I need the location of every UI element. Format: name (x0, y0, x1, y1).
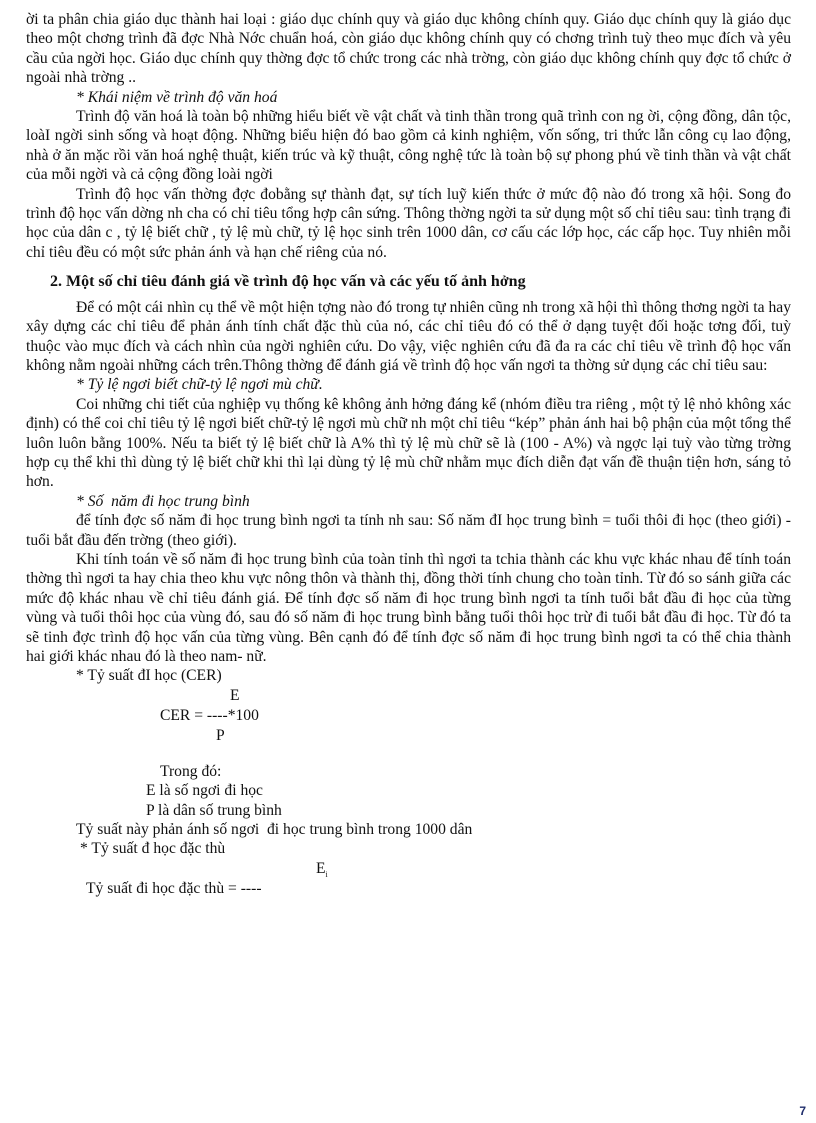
definition-e: E là số ngơi đi học (146, 782, 263, 800)
paragraph-literacy-rate: Coi những chi tiết của nghiệp vụ thống kê không ảnh hởng đáng kể (nhóm điều tra riêng , một tỷ lệ nhỏ không xác định) có thể coi chỉ tiêu tỷ lệ ngơi biết chữ-tỷ lệ ngơi mù chữ nh một chỉ tiêu “kép” phản ánh hai bộ phận của một tổng thể luôn luôn bằng 100%. Nếu ta biết tỷ lệ biết chữ là A% thì tỷ lệ mù chữ sẽ là (100 - A%) và ngợc lại tuỳ vào từng trờng hợp cụ thể khi thì dùng tỷ lệ biết chữ khi thì lại dùng tỷ lệ mù chữ nhằm mục đích diễn đạt vấn đề thuận tiện hơn, sáng tỏ hơn. (26, 395, 791, 491)
document-page (26, 10, 791, 899)
cer-meaning: Tỷ suất này phản ánh số ngơi đi học trung bình trong 1000 dân (76, 821, 473, 839)
specific-rate-formula (26, 859, 791, 899)
paragraph-education-level: Trình độ học vấn thờng đợc đobằng sự thành đạt, sự tích luỹ kiến thức ở mức độ nào đó trong xã hội. Song đo trình độ học vấn dờng nh cha có chỉ tiêu tổng hợp cân sứng. Thông thờng ngời ta sử dụng một số chỉ tiêu sau: tình trạng đi học của dân c , tỷ lệ biết chữ , tỷ lệ mù chữ, tỷ lệ học sinh trên 1000 dân, cơ cấu các lớp học, các cấp học. Tuy nhiên mỗi chỉ tiêu đều có một sức phản ánh và hạn chế riêng của nó. (26, 185, 791, 261)
section-2-title: 2. Một số chỉ tiêu đánh giá về trình độ học vấn và các yếu tố ảnh hởng (50, 273, 526, 291)
heading-specific-rate: * Tỷ suất đ học đặc thù (80, 840, 226, 858)
paragraph-indicators-intro: Để có một cái nhìn cụ thể về một hiện tợng nào đó trong tự nhiên cũng nh trong xã hội thì thông thơng ngời ta hay xây dựng các chỉ tiêu để phản ánh tính chất đặc thù của nó, các chỉ tiêu đó có thể ở dạng tuyệt đối hoặc tơng đối, tuỳ thuộc vào mục đích và cách nhìn của ngời nghiên cứu. Do vậy, việc nghiên cứu đã đa ra các chỉ tiêu về trình độ học vấn không nằm ngoài những cách trên.Thông thờng để đánh giá về trình độ học vấn ngơi ta thờng sử dụng các chỉ tiêu sau: (26, 298, 791, 374)
heading-cer: * Tỷ suất đI học (CER) (76, 667, 222, 685)
definition-p: P là dân số trung bình (146, 801, 282, 819)
cer-numerator: E (230, 686, 240, 704)
where-label: Trong đó: (160, 762, 222, 780)
heading-literacy-rate: * Tỷ lệ ngơi biết chữ-tỷ lệ ngơi mù chữ. (76, 376, 323, 394)
heading-culture-concept: * Khái niệm về trình độ văn hoá (76, 88, 278, 106)
paragraph-culture-definition: Trình độ văn hoá là toàn bộ những hiểu biết về vật chất và tinh thần trong quã trình con ng ời, cộng đồng, dân tộc, loàI ngời sinh sống và hoạt động. Những biểu hiện đó bao gồm cả kinh nghiệm, vốn sống, tri thức lẫn công cụ lao động, nhà ở ăn mặc rồi văn hoá nghệ thuật, kiến trúc và kỹ thuật, công nghệ tức là toàn bộ sự phong phú về tinh thần và vật chất của mỗi ngời và cả cộng đồng loài ngời (26, 108, 791, 184)
specific-numerator-subscript: i (325, 869, 328, 879)
specific-equation: Tỷ suất đi học đặc thù = ---- (86, 879, 262, 897)
cer-denominator: P (216, 726, 225, 744)
heading-average-years: * Số năm đi học trung bình (76, 492, 250, 510)
paragraph-average-years-formula: để tính đợc số năm đi học trung bình ngơi ta tính nh sau: Số năm đI học trung bình = tuổi thôi đi học (theo giới) - tuổi bắt đầu đến trờng (theo giới). (26, 512, 791, 549)
cer-formula (26, 686, 791, 762)
paragraph-average-years-calculation: Khi tính toán về số năm đi học trung bình của toàn tỉnh thì ngơi ta tchia thành các khu vực khác nhau để tính toán thờng thì ngơi ta hay chia theo khu vực nông thôn và thành thị, đồng thời tính chung cho toàn tỉnh. Từ đó so sánh giữa các mức độ khác nhau về chỉ tiêu đánh giá. Để tính đợc số năm đi học trung bình ngơi ta tính tuổi bắt đầu đi học của từng vùng và tuổi thôi học của vùng đó, sau đó số năm đi học trung bình bằng tuổi thôi học trừ đi tuổi bắt đầu đi học. Từ đó ta sẽ tinh đợc trình độ học vấn của từng vùng. Bên cạnh đó để tính đợc số năm đi học trung bình ngơi ta có thể chia thành hai giới khác nhau đó là theo nam- nữ. (26, 550, 791, 665)
paragraph-education-types: ời ta phân chia giáo dục thành hai loại : giáo dục chính quy và giáo dục không chính quy. Giáo dục chính quy là giáo dục theo một chơng trình đã đợc Nhà Nớc chuẩn hoá, còn giáo dục không chính quy có chơng trình tuỳ theo mục đích và yêu cầu của ngời học. Giáo dục chính quy thờng đợc tổ chức trong các nhà trờng, còn giáo dục không chính quy đợc tổ chức ở ngoài nhà trờng .. (26, 11, 791, 87)
page-number: 7 (799, 1104, 806, 1118)
cer-equation: CER = ----*100 (160, 706, 259, 724)
specific-numerator: $E_i$ (316, 859, 328, 879)
